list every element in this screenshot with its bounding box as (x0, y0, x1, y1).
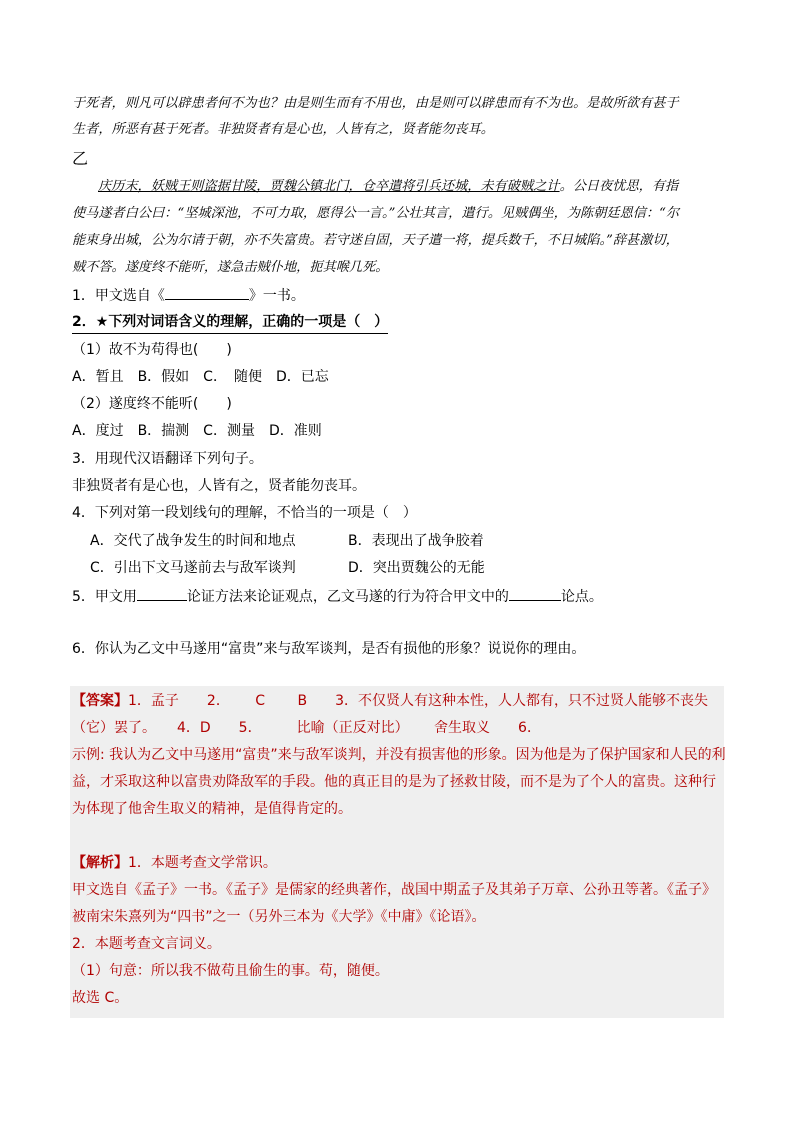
q5-part-3: 论点。 (560, 589, 603, 605)
answer-tag: 【答案】 (72, 693, 128, 709)
analysis-line-3: 被南宋朱熹列为“四书”之一（另外三本为《大学》《中庸》《论语》。 (72, 909, 486, 925)
q2-text: 下列对词语含义的理解，正确的一项是（ ） (108, 314, 389, 330)
q4-option-c: C．引出下文马遂前去与敌军谈判 (90, 560, 296, 576)
q5-part-2: 论证方法来论证观点，乙文马遂的行为符合甲文中的 (186, 589, 509, 605)
answer-line-2: （它）罢了。 4．D 5． 比喻（正反对比） 舍生取义 6． (72, 720, 541, 736)
q1-answer-blank[interactable] (165, 285, 249, 300)
q5-part-1: 5．甲文用 (72, 589, 137, 605)
answer-line-1 (72, 688, 708, 715)
q3-sentence: 非独贤者有是心也，人皆有之，贤者能勿丧耳。 (72, 478, 366, 494)
q4-option-d: D．突出贾魏公的无能 (348, 560, 485, 576)
q2-sub-2-options: A．度过 B．揣测 C．测量 D．准则 (72, 423, 322, 439)
answer-line-4: 益，才采取这种以富贵劝降敌军的手段。他的真正目的是为了拯救甘陵，而不是为了个人的富贵。这种行 (72, 774, 716, 790)
q4-option-b: B．表现出了战争胶着 (348, 533, 484, 549)
analysis-text-1: 1．本题考查文学常识。 (128, 855, 277, 871)
analysis-line-2: 甲文选自《孟子》一书。《孟子》是儒家的经典著作，战国中期孟子及其弟子万章、公孙丑等著。《孟子》 (72, 882, 716, 898)
question-4: 4．下列对第一段划线句的理解，不恰当的一项是（ ） (72, 505, 417, 521)
answer-line-3: 示例: 我认为乙文中马遂用“富贵”来与敌军谈判，并没有损害他的形象。因为他是为了保护国家和人民的利 (72, 747, 726, 763)
analysis-line-1 (72, 850, 277, 877)
passage-b-line-1-rest: 。公日夜忧思，有指 (559, 179, 679, 194)
passage-b-line-2: 使马遂者白公曰：“坚城深池，不可力取，愿得公一言。”公壮其言，遣行。见贼偶坐，为陈朝廷恩信：“尔 (72, 206, 680, 221)
question-1 (72, 285, 305, 306)
q2-sub-2: （2）遂度终不能听( ) (72, 396, 232, 412)
question-3: 3．用现代汉语翻译下列句子。 (72, 451, 263, 467)
q2-number: 2． (72, 314, 96, 330)
analysis-line-4: 2．本题考查文言词义。 (72, 936, 221, 952)
q2-sub-1-options: A．暂且 B．假如 C． 随便 D．已忘 (72, 369, 329, 385)
passage-a-line-2: 生者，所恶有甚于死者。非独贤者有是心也，人皆有之，贤者能勿丧耳。 (72, 122, 494, 137)
question-6: 6．你认为乙文中马遂用“富贵”来与敌军谈判，是否有损他的形象？说说你的理由。 (72, 641, 586, 657)
q2-sub-1: （1）故不为苟得也( ) (72, 342, 232, 358)
question-2-title (72, 312, 388, 334)
analysis-line-5: （1）句意：所以我不做苟且偷生的事。苟，随便。 (72, 963, 389, 979)
answer-line-5: 为体现了他舍生取义的精神，是值得肯定的。 (72, 801, 352, 817)
q5-blank-1[interactable] (137, 586, 187, 601)
underlined-sentence: 庆历末，妖贼王则盗据甘陵，贾魏公镇北门，仓卒遣将引兵还城，未有破贼之计 (98, 179, 560, 194)
q4-option-a: A．交代了战争发生的时间和地点 (90, 533, 296, 549)
passage-b-label: 乙 (72, 149, 89, 168)
question-5 (72, 586, 603, 607)
q5-blank-2[interactable] (509, 586, 561, 601)
analysis-line-6: 故选 C。 (72, 990, 129, 1006)
q1-suffix: 》一书。 (248, 288, 305, 304)
passage-b-line-1 (98, 174, 678, 200)
analysis-tag: 【解析】 (72, 855, 128, 871)
passage-b-line-3: 能束身出城，公为尔请于朝，亦不失富贵。若守迷自固，天子遣一将，提兵数千，不日城陷。”辞甚激切， (72, 233, 679, 248)
passage-b-line-4: 贼不答。遂度终不能听，遂急击贼仆地，扼其喉几死。 (72, 260, 389, 275)
passage-a-line-1: 于死者，则凡可以辟患者何不为也？由是则生而有不用也，由是则可以辟患而有不为也。是故所欲有甚于 (72, 96, 679, 111)
star-icon: ★ (95, 314, 109, 330)
q1-prefix: 1．甲文选自《 (72, 288, 165, 304)
answer-text-1: 1．孟子 2． C B 3．不仅贤人有这种本性，人人都有，只不过贤人能够不丧失 (128, 693, 708, 709)
